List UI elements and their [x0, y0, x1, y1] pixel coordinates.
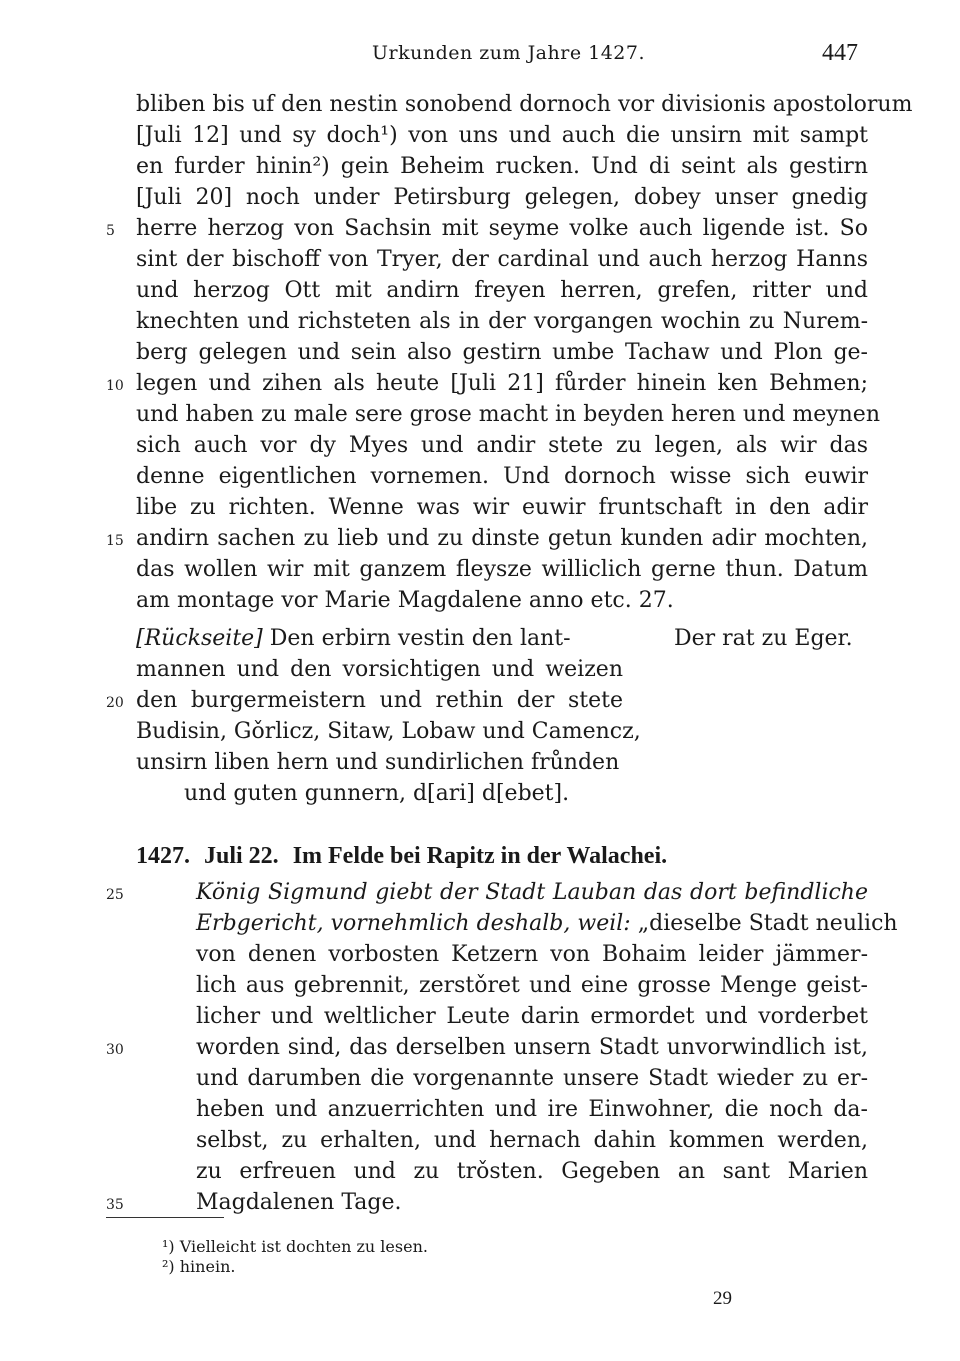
entry-line: licher und weltlicher Leute darin ermordet und vorderbet — [196, 1004, 868, 1029]
entry-line: heben und anzuerrichten und ire Einwohner, die noch da- — [196, 1097, 868, 1122]
address-line — [136, 626, 571, 652]
address-marker: [Rückseite] — [136, 626, 263, 651]
text-line: sich auch vor dy Myes und andir stete zu legen, als wir das — [136, 433, 868, 458]
text-line: bliben bis uf den nestin sonobend dornoch vor divisionis apostolorum — [136, 92, 913, 117]
line-number: 30 — [106, 1042, 124, 1058]
text-line: sint der bischoff von Tryer, der cardinal und auch herzog Hanns — [136, 247, 868, 272]
footnote-marker: ²) — [162, 1257, 175, 1276]
footnote — [162, 1256, 235, 1278]
line-number: 5 — [106, 223, 115, 239]
sender-line: Der rat zu Eger. — [674, 626, 853, 651]
running-title: Urkunden zum Jahre 1427. — [372, 42, 646, 64]
entry-line — [196, 911, 898, 937]
entry-date: Juli 22. — [204, 843, 279, 869]
entry-line: von denen vorbosten Ketzern von Bohaim leider jämmer- — [196, 942, 868, 967]
address-line: den burgermeistern und rethin der stete — [136, 688, 623, 713]
text-line: legen und zihen als heute [Juli 21] fůrder hinein ken Behmen; — [136, 371, 868, 396]
line-number: 35 — [106, 1197, 124, 1213]
entry-year: 1427. — [136, 843, 190, 869]
entry-line: selbst, zu erhalten, und hernach dahin kommen werden, — [196, 1128, 868, 1153]
entry-line: Magdalenen Tage. — [196, 1190, 402, 1215]
address-line: Budisin, Gǒrlicz, Sitaw, Lobaw und Camencz, — [136, 719, 641, 744]
footnote-text: hinein. — [179, 1257, 236, 1276]
entry-line — [196, 880, 868, 906]
text-line: [Juli 12] und sy doch¹) von uns und auch die unsirn mit sampt — [136, 123, 868, 148]
text-line: denne eigentlichen vornemen. Und dornoch wisse sich euwir — [136, 464, 868, 489]
text-line: das wollen wir mit ganzem fleysze williclich gerne thun. Datum — [136, 557, 868, 582]
line-number: 10 — [106, 378, 124, 394]
line-number: 25 — [106, 887, 124, 903]
entry-line: lich aus gebrennit, zerstǒret und eine grosse Menge geist- — [196, 973, 868, 998]
entry-line: und darumben die vorgenannte unsere Stadt wieder zu er- — [196, 1066, 868, 1091]
line-number: 15 — [106, 533, 124, 549]
text-line: andirn sachen zu lieb und zu dinste getun kunden adir mochten, — [136, 526, 868, 551]
page-number: 447 — [822, 40, 858, 66]
entry-line: zu erfreuen und zu trǒsten. Gegeben an sant Marien — [196, 1159, 868, 1184]
footnote-text: Vielleicht ist dochten zu lesen. — [179, 1237, 428, 1256]
text-line: en furder hinin²) gein Beheim rucken. Und di seint als gestirn — [136, 154, 868, 179]
entry-summary: König Sigmund giebt der Stadt Lauban das dort befindliche — [196, 880, 868, 905]
entry-heading — [136, 843, 681, 870]
text-line: herre herzog von Sachsin mit seyme volke auch ligende ist. So — [136, 216, 868, 241]
line-number: 20 — [106, 695, 124, 711]
text-line: am montage vor Marie Magdalene anno etc. 27. — [136, 588, 674, 613]
address-line: unsirn liben hern und sundirlichen frůnden — [136, 750, 620, 775]
footnote — [162, 1236, 428, 1258]
text-line: libe zu richten. Wenne was wir euwir fruntschaft in den adir — [136, 495, 868, 520]
text-line: [Juli 20] noch under Petirsburg gelegen, dobey unser gnedig — [136, 185, 868, 210]
text-line: berg gelegen und sein also gestirn umbe Tachaw und Plon ge- — [136, 340, 868, 365]
footnote-rule — [106, 1217, 224, 1218]
text-line: knechten und richsteten als in der vorgangen wochin zu Nurem- — [136, 309, 868, 334]
text-line: und herzog Ott mit andirn freyen herren, grefen, ritter und — [136, 278, 868, 303]
address-line-text: Den erbirn vestin den lant- — [269, 626, 571, 651]
entry-summary: Erbgericht, vornehmlich deshalb, weil: — [196, 911, 631, 936]
text-line: und haben zu male sere grose macht in beyden heren und meynen — [136, 402, 880, 427]
signature-mark: 29 — [713, 1288, 732, 1309]
entry-quote: „dieselbe Stadt neulich — [630, 911, 898, 936]
address-line: mannen und den vorsichtigen und weizen — [136, 657, 623, 682]
entry-place: Im Felde bei Rapitz in der Walachei. — [292, 843, 668, 869]
address-line: und guten gunnern, d[ari] d[ebet]. — [184, 781, 570, 806]
footnote-marker: ¹) — [162, 1237, 175, 1256]
entry-line: worden sind, das derselben unsern Stadt unvorwindlich ist, — [196, 1035, 868, 1060]
